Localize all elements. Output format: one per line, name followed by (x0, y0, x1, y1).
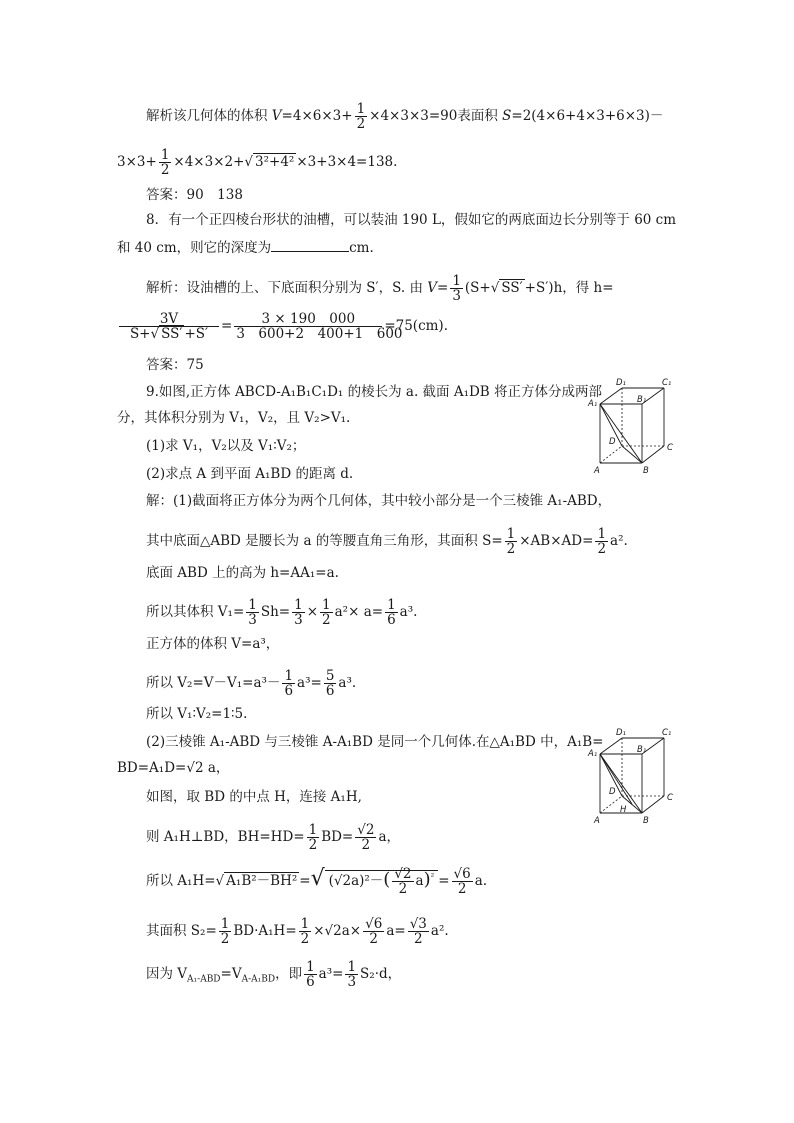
q8-big-fraction: $\frac{3V}{S+√ SS' +S'}$ = $\frac{3 \times 190 000}{3 600+2 400+1 600}$ =75(cm). (117, 312, 448, 341)
label-a: A (594, 816, 600, 826)
q9-part-1: (1)求 V₁，V₂以及 V₁∶V₂； (146, 438, 306, 454)
intro-line-2: 3×3+ $\frac{1}{2}$ ×4×3×2+√ 3²+4² ×3+3×4=138. (117, 147, 398, 178)
cube-figure-1 (586, 378, 686, 476)
q9-sol-14: 因为 $V_{A_1-ABD}=V_{A-A_1BD}$，即 $\frac{1}{6}$ a³= $\frac{1}{3}$ S₂·d， (146, 959, 402, 990)
q9-sol-7: 所以 V₁∶V₂=1∶5. (146, 706, 248, 722)
q9-sol-8: (2)三棱锥 A₁-ABD 与三棱锥 A-A₁BD 是同一个几何体.在△A₁BD 中，A₁B= (146, 734, 604, 750)
q9-sol-9: BD=A₁D=√2 a， (117, 760, 230, 776)
label-d1: D₁ (616, 378, 626, 388)
answer-1: 答案：90 138 (146, 187, 243, 203)
q9-sol-12: 所以 A₁H=√ A₁B²－BH² =√ (√2a)²－( $\frac{√2}{2}$ a)$^{^2}$ = $\frac{√6}{2}$ a. (146, 866, 488, 897)
label-b1: B₁ (637, 745, 647, 755)
q8-line-2: 和 40 cm，则它的深度为 cm. (117, 237, 374, 258)
answer-blank (271, 237, 349, 252)
q9-sol-13: 其面积 S₂= $\frac{1}{2}$ BD·A₁H= $\frac{1}{2}$ ×√2a× $\frac{√6}{2}$ a= $\frac{√3}{2}$ a². (146, 916, 449, 947)
q9-sol-4: 所以其体积 V₁= $\frac{1}{3}$ Sh= $\frac{1}{3}$ × $\frac{1}{2}$ a²× a= $\frac{1}{6}$ a³. (146, 597, 418, 628)
q8-solution-line: 解析：设油槽的上、下底面积分别为 S′，S. 由 V= $\frac{1}{3}$ (S+√ SS′ +S′)h，得 h= (146, 273, 614, 304)
intro-line-1: 解析该几何体的体积 V=4×6×3+ $\frac{1}{2}$ ×4×3×3=90表面积 S=2(4×6+4×3+6×3)－ (146, 101, 664, 132)
label-h: H (620, 805, 627, 815)
cube-figure-2 (586, 728, 686, 826)
label-d: D (609, 787, 616, 797)
q9-part-2: (2)求点 A 到平面 A₁BD 的距离 d. (146, 466, 354, 482)
q9-sol-6: 所以 V₂=V－V₁=a³－ $\frac{1}{6}$ a³= $\frac{5}{6}$ a³. (146, 668, 357, 699)
q9-sol-2: 其中底面△ABD 是腰长为 a 的等腰直角三角形，其面积 S= $\frac{1}{2}$ ×AB×AD= $\frac{1}{2}$ a². (146, 526, 628, 557)
label-c: C (667, 443, 673, 453)
label-b1: B₁ (637, 395, 647, 405)
q9-line-1: 9.如图,正方体 ABCD-A₁B₁C₁D₁ 的棱长为 a. 截面 A₁DB 将正方体分成两部 (146, 384, 603, 400)
label-a1: A₁ (588, 749, 598, 759)
answer-2: 答案：75 (146, 357, 204, 373)
q9-sol-10: 如图，取 BD 的中点 H，连接 A₁H, (146, 789, 362, 805)
label-b: B (643, 466, 649, 476)
q8-line-1: 8．有一个正四棱台形状的油槽，可以装油 190 L，假如它的两底面边长分别等于 60 cm (146, 212, 677, 228)
fraction-half: $\frac{1}{2}$ (356, 101, 366, 132)
q9-line-2: 分，其体积分别为 V₁，V₂，且 V₂>V₁. (117, 410, 351, 426)
label-d1: D₁ (616, 728, 626, 738)
q9-sol-1: 解：(1)截面将正方体分为两个几何体，其中较小部分是一个三棱锥 A₁-ABD， (146, 493, 612, 509)
label-d: D (609, 437, 616, 447)
label-a: A (594, 466, 600, 476)
label-c1: C₁ (662, 728, 672, 738)
q9-sol-5: 正方体的体积 V=a³， (146, 636, 280, 652)
label-a1: A₁ (588, 399, 598, 409)
label-c1: C₁ (662, 378, 672, 388)
label-b: B (643, 816, 649, 826)
q9-sol-3: 底面 ABD 上的高为 h=AA₁=a. (146, 565, 339, 581)
label-c: C (667, 793, 673, 803)
q9-sol-11: 则 A₁H⊥BD，BH=HD= $\frac{1}{2}$ BD= $\frac{√2}{2}$ a， (146, 822, 401, 853)
